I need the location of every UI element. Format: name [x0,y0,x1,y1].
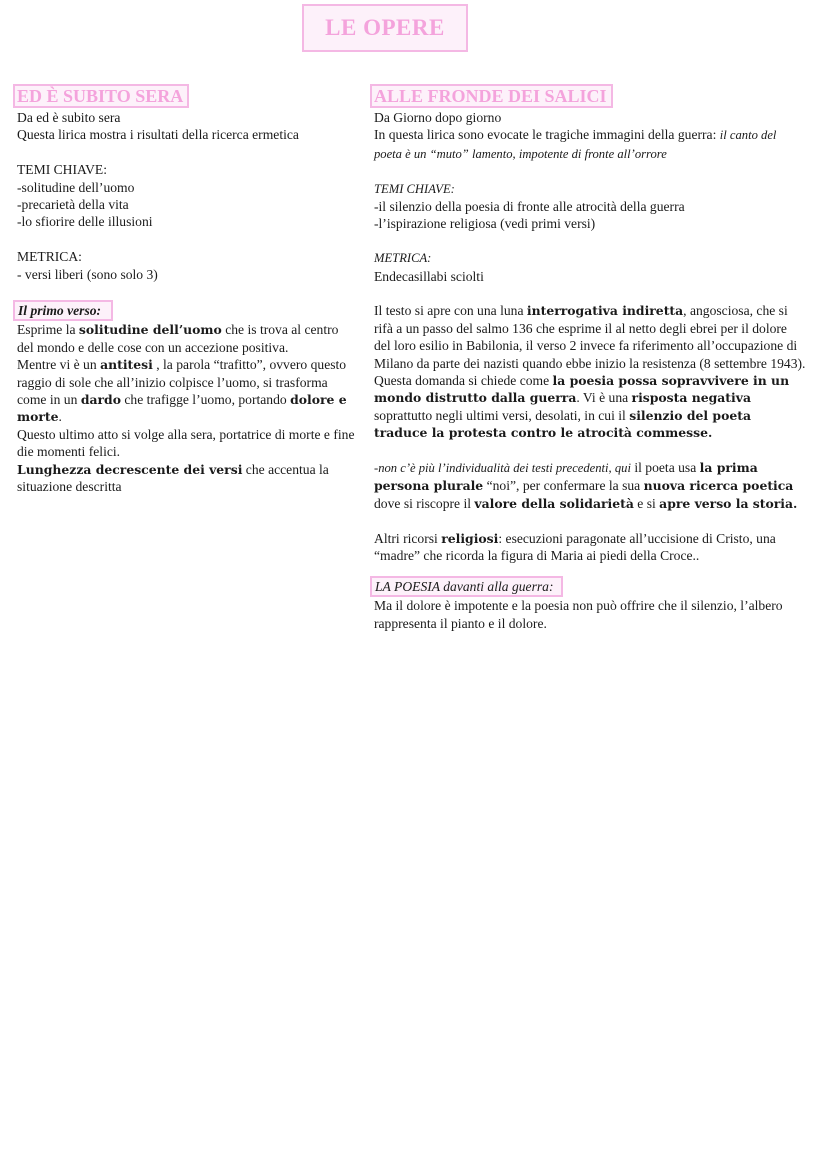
metrica-label: METRICA: [17,249,82,265]
paragraph: Altri ricorsi religiosi: esecuzioni paragonate all’uccisione di Cristo, una “madre” che ricorda la figura di Maria ai piedi della Croce.. [374,530,776,564]
left-column [17,84,357,495]
page-title: LE OPERE [302,4,468,52]
tema-item: -precarietà della vita [17,197,129,213]
temi-chiave-label: TEMI CHIAVE: [17,162,107,178]
paragraph: Esprime la solitudine dell’uomo che is trova al centro del mondo e delle cose con un accezione positiva. [17,322,339,355]
paragraph: Questo ultimo atto si volge alla sera, portatrice di morte e fine die momenti felici. [17,426,355,460]
paragraph: Il testo si apre con una luna interrogativa indiretta, angosciosa, che si rifà a un passo del salmo 136 che esprime il al netto degli ebrei per il dolore del loro esilio in Babilonia, il verso 2 invece fa riferimento all’occupazione di Milano da parte dei nazisti quando ebbe inizio la resistenza (8 settembre 1943). [374,303,806,371]
paragraph: Lunghezza decrescente dei versi che accentua la situazione descritta [17,461,329,495]
metrica-value: Endecasillabi sciolti [374,268,484,284]
paragraph: Questa domanda si chiede come la poesia possa sopravvivere in un mondo distrutto dalla guerra. Vi è una risposta negativa soprattutto negli ultimi versi, desolati, in cui il silenzio del poeta traduce la protesta contro le atrocità commesse. [374,373,790,441]
intro-line: Da ed è subito sera [17,110,121,125]
metrica-label: METRICA: [374,251,432,266]
paragraph: Mentre vi è un antitesi , la parola “trafitto”, ovvero questo raggio di sole che all’inizio colpisce l’uomo, si trasforma come in un dardo che trafigge l’uomo, portando dolore e morte. [17,357,347,425]
tema-item: -l’ispirazione religiosa (vedi primi versi) [374,216,596,232]
tema-item: -solitudine dell’uomo [17,179,135,195]
paragraph: Ma il dolore è impotente e la poesia non può offrire che il silenzio, l’albero rappresenta il pianto e il dolore. [374,598,783,631]
section-heading-alle-fronde-dei-salici: ALLE FRONDE DEI SALICI [370,84,613,108]
metrica-value: - versi liberi (sono solo 3) [17,266,158,282]
tema-item: -il silenzio della poesia di fronte alle atrocità della guerra [374,199,685,215]
paragraph: -non c’è più l’individualità dei testi precedenti, qui il poeta usa la prima persona plurale “noi”, per confermare la sua nuova ricerca poetica dove si riscopre il valore della solidarietà e si apre verso la storia. [374,460,798,511]
tema-item: -lo sfiorire delle illusioni [17,214,153,230]
temi-chiave-label: TEMI CHIAVE: [374,181,455,196]
intro-line: In questa lirica sono evocate le tragiche immagini della guerra: il canto del poeta è un “muto” lamento, impotente di fronte all’orrore [374,127,777,161]
section-heading-ed-e-subito-sera: ED È SUBITO SERA [13,84,189,108]
intro-line: Questa lirica mostra i risultati della ricerca ermetica [17,127,299,143]
intro-line: Da Giorno dopo giorno [374,110,502,125]
poesia-guerra-heading: LA POESIA davanti alla guerra: [370,576,563,597]
primo-verso-heading: Il primo verso: [13,300,113,321]
right-column [374,84,806,632]
